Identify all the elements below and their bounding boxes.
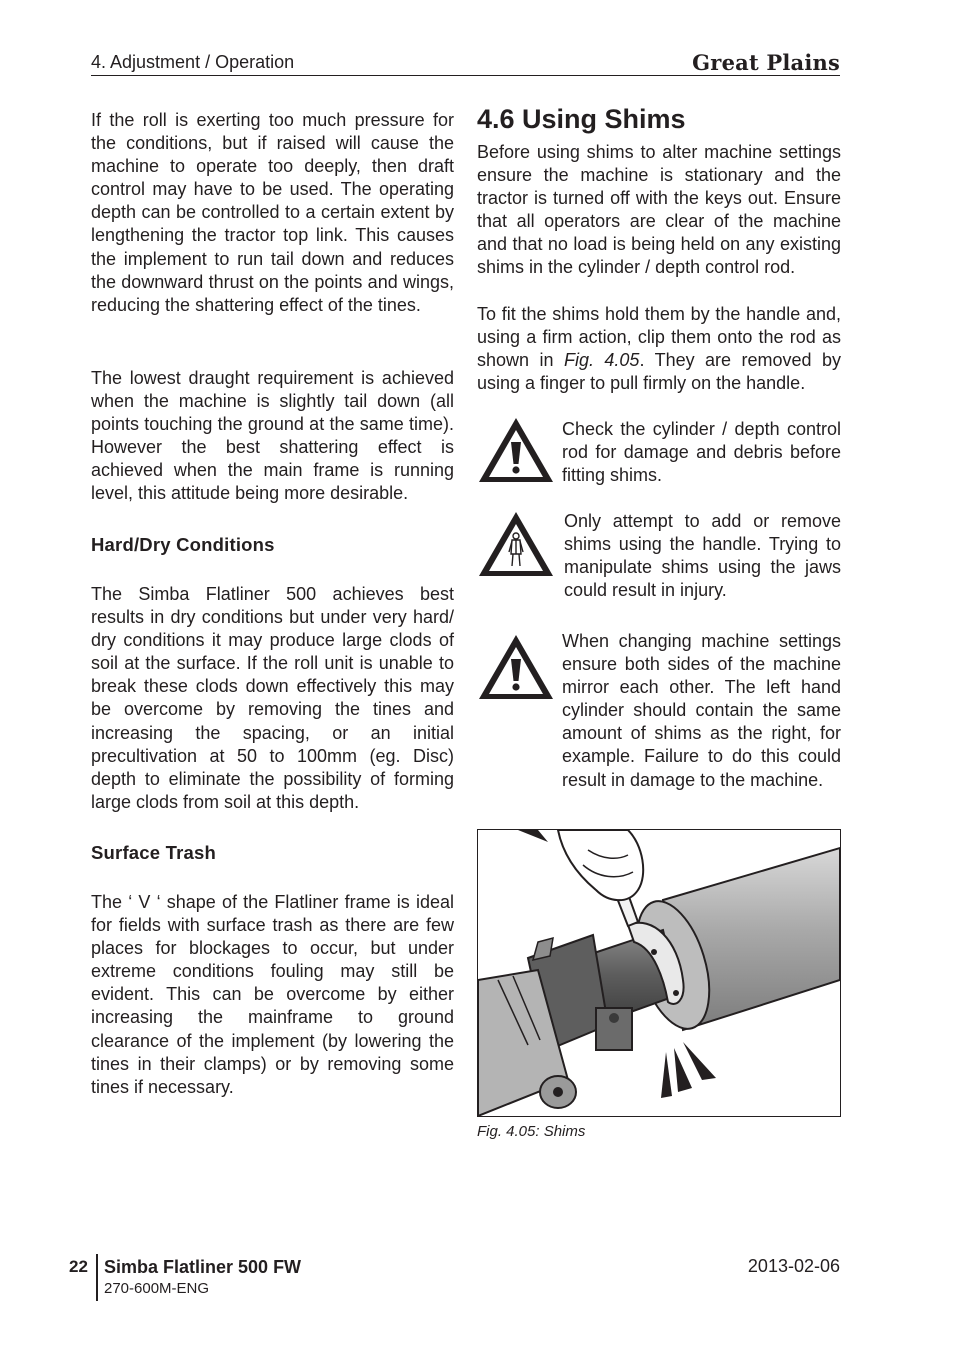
left-paragraph-1: If the roll is exerting too much pressure for the conditions, but if raised will cause the machine to operate too deeply, then draft control may have to be used. The operating depth can be controlled to a certain extent by lengthening the tractor top link. This causes the implement to run tail down and reduces the downward thrust on the points and wings, reducing the shattering effect of the tines. (91, 110, 454, 315)
figure-caption: Fig. 4.05: Shims (477, 1123, 586, 1140)
left-paragraph-2: The lowest draught requirement is achieved when the machine is slightly tail down (all points touching the ground at the same time). However the best shattering effect is achieved when the main frame is running level, this attitude being more desirable. (91, 368, 454, 504)
warning-text-2: Only attempt to add or remove shims using the handle. Trying to manipulate shims using the jaws could result in injury. (564, 511, 841, 601)
left-paragraph-4: The ‘ V ‘ shape of the Flatliner frame is ideal for fields with surface trash as there are few places for blockages to occur, but under extreme conditions fouling may still be evident. This can be overcome by either increasing the mainframe to ground clearance of the implement (by lowering the tines in their clamps) or by removing some tines if necessary. (91, 892, 454, 1097)
warning-person-icon (477, 510, 555, 578)
section-title: 4.6 Using Shims (477, 104, 686, 134)
right-paragraph-1: Before using shims to alter machine settings ensure the machine is stationary and the tractor is turned off with the keys out. Ensure that all operators are clear of the machine and that no load is being held on any existing shims in the cylinder / depth control rod. (477, 142, 841, 278)
warning-exclamation-icon (477, 633, 555, 701)
figure-shims-illustration (477, 829, 841, 1117)
right-paragraph-2: To fit the shims hold them by the handle and, using a firm action, clip them onto the rod as shown in Fig. 4.05. They are removed by using a finger to pull firmly on the handle. (477, 304, 842, 394)
header-section: 4. Adjustment / Operation (91, 52, 295, 72)
brand-logo: Great Plains (692, 50, 840, 75)
page-number: 22 (69, 1257, 88, 1276)
manual-title: Simba Flatliner 500 FW (104, 1257, 302, 1277)
footer-divider (96, 1254, 98, 1301)
shims-illustration (478, 830, 840, 1116)
warning-text-3: When changing machine settings ensure both sides of the machine mirror each other. The left hand cylinder should contain the same amount of shims as the right, for example. Failure to do this could result in damage to the machine. (562, 631, 841, 790)
heading-surface-trash: Surface Trash (91, 842, 216, 863)
heading-hard-dry: Hard/Dry Conditions (91, 534, 275, 555)
header-divider (91, 75, 840, 76)
manual-code: 270-600M-ENG (104, 1280, 210, 1297)
figure-reference: Fig. 4.05 (563, 350, 640, 371)
warning-text-1: Check the cylinder / depth control rod for damage and debris before fitting shims. (562, 419, 841, 486)
warning-exclamation-icon (477, 416, 555, 484)
publication-date: 2013-02-06 (747, 1256, 840, 1276)
left-paragraph-3: The Simba Flatliner 500 achieves best results in dry conditions but under very hard/ dry conditions it may produce large clods of soil at the surface. If the roll unit is unable to break these clods down effectively this may be overcome by removing the tines and increasing the spacing, or an initial precultivation at 50 to 100mm (eg. Disc) depth to eliminate the possibility of forming large clods from soil at this depth. (91, 584, 454, 812)
